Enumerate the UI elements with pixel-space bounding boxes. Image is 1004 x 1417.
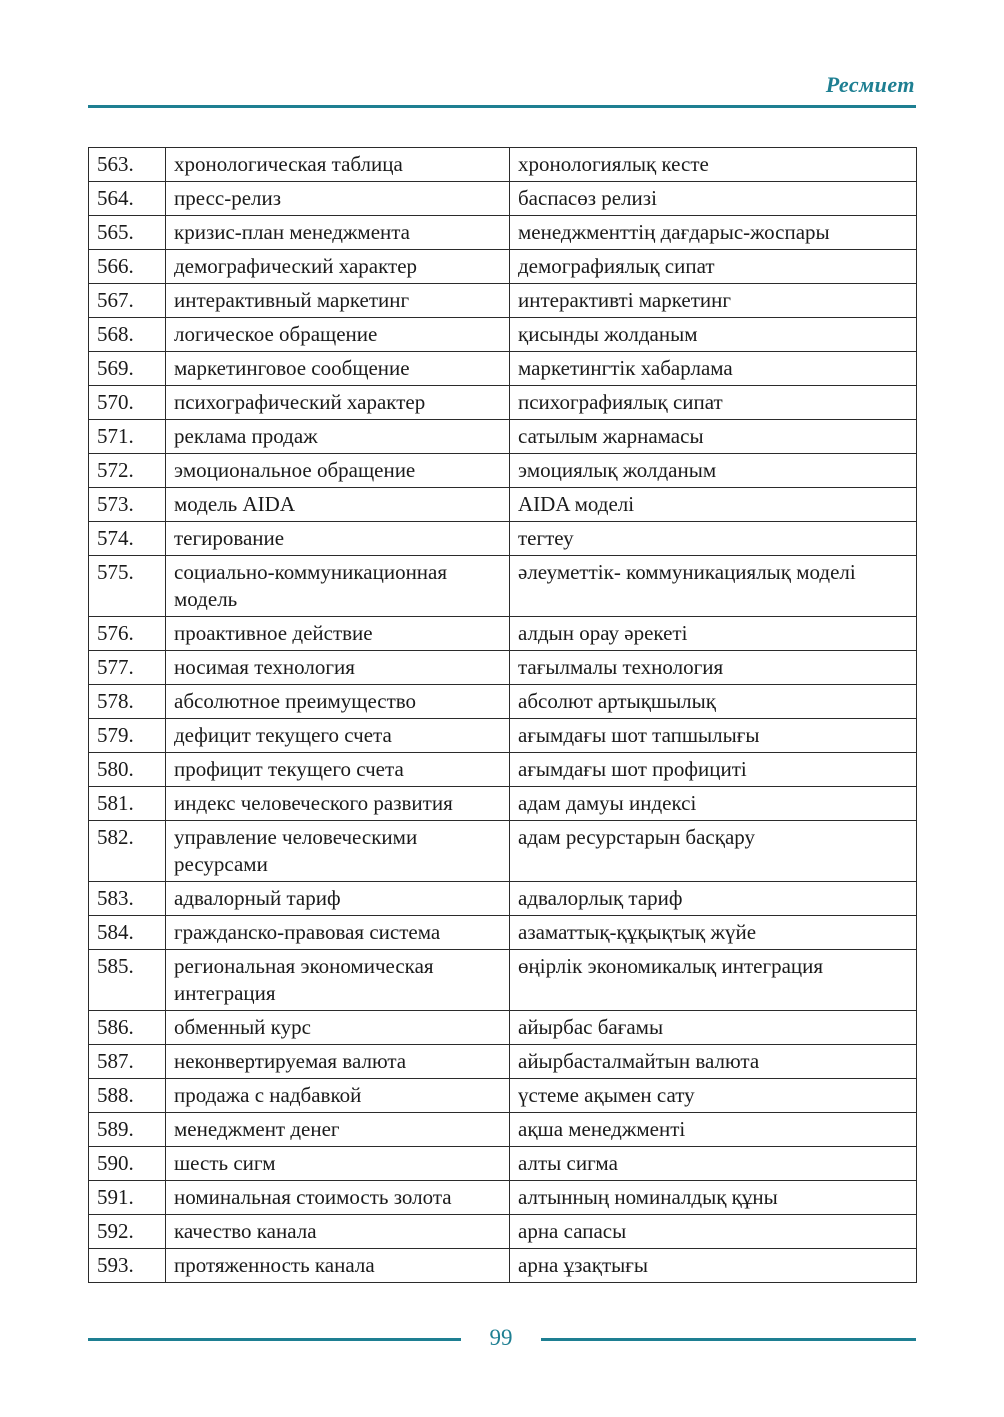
entry-number: 578.	[89, 685, 166, 719]
term-kazakh: азаматтық-құқықтық жүйе	[510, 916, 917, 950]
term-russian: кризис-план менеджмента	[166, 216, 510, 250]
entry-number: 573.	[89, 488, 166, 522]
term-kazakh: алтынның номиналдық құны	[510, 1181, 917, 1215]
entry-number: 566.	[89, 250, 166, 284]
entry-number: 572.	[89, 454, 166, 488]
entry-number: 582.	[89, 821, 166, 882]
term-kazakh: эмоциялық жолданым	[510, 454, 917, 488]
entry-number: 585.	[89, 950, 166, 1011]
term-kazakh: адам ресурстарын басқару	[510, 821, 917, 882]
table-row	[89, 284, 917, 318]
header-divider	[88, 105, 916, 108]
term-kazakh: айырбасталмайтын валюта	[510, 1045, 917, 1079]
term-kazakh: демографиялық сипат	[510, 250, 917, 284]
table-row	[89, 787, 917, 821]
footer-divider-right	[541, 1338, 916, 1341]
term-russian: тегирование	[166, 522, 510, 556]
entry-number: 592.	[89, 1215, 166, 1249]
entry-number: 580.	[89, 753, 166, 787]
term-russian: гражданско-правовая система	[166, 916, 510, 950]
glossary-table-body	[89, 148, 917, 1283]
table-row	[89, 1215, 917, 1249]
term-russian: индекс человеческого развития	[166, 787, 510, 821]
term-kazakh: айырбас бағамы	[510, 1011, 917, 1045]
entry-number: 571.	[89, 420, 166, 454]
term-kazakh: маркетингтік хабарлама	[510, 352, 917, 386]
table-row	[89, 182, 917, 216]
term-russian: управление человеческими ресурсами	[166, 821, 510, 882]
entry-number: 576.	[89, 617, 166, 651]
term-kazakh: абсолют артықшылық	[510, 685, 917, 719]
term-kazakh: интерактивті маркетинг	[510, 284, 917, 318]
table-row	[89, 1045, 917, 1079]
term-kazakh: адвалорлық тариф	[510, 882, 917, 916]
entry-number: 563.	[89, 148, 166, 182]
term-kazakh: қисынды жолданым	[510, 318, 917, 352]
table-row	[89, 556, 917, 617]
term-russian: логическое обращение	[166, 318, 510, 352]
term-kazakh: ақша менеджменті	[510, 1113, 917, 1147]
table-row	[89, 522, 917, 556]
term-russian: пресс-релиз	[166, 182, 510, 216]
term-russian: проактивное действие	[166, 617, 510, 651]
table-row	[89, 685, 917, 719]
entry-number: 586.	[89, 1011, 166, 1045]
table-row	[89, 1113, 917, 1147]
table-row	[89, 1079, 917, 1113]
entry-number: 579.	[89, 719, 166, 753]
term-kazakh: AIDA моделі	[510, 488, 917, 522]
entry-number: 574.	[89, 522, 166, 556]
glossary-table	[88, 147, 917, 1283]
entry-number: 577.	[89, 651, 166, 685]
table-row	[89, 1011, 917, 1045]
table-row	[89, 454, 917, 488]
entry-number: 567.	[89, 284, 166, 318]
term-kazakh: сатылым жарнамасы	[510, 420, 917, 454]
term-kazakh: алты сигма	[510, 1147, 917, 1181]
entry-number: 589.	[89, 1113, 166, 1147]
term-russian: дефицит текущего счета	[166, 719, 510, 753]
term-russian: абсолютное преимущество	[166, 685, 510, 719]
term-kazakh: тегтеу	[510, 522, 917, 556]
entry-number: 581.	[89, 787, 166, 821]
term-russian: качество канала	[166, 1215, 510, 1249]
term-russian: неконвертируемая валюта	[166, 1045, 510, 1079]
term-russian: реклама продаж	[166, 420, 510, 454]
entry-number: 568.	[89, 318, 166, 352]
term-kazakh: үстеме ақымен сату	[510, 1079, 917, 1113]
term-russian: демографический характер	[166, 250, 510, 284]
entry-number: 570.	[89, 386, 166, 420]
table-row	[89, 753, 917, 787]
entry-number: 565.	[89, 216, 166, 250]
table-row	[89, 821, 917, 882]
term-russian: носимая технология	[166, 651, 510, 685]
table-row	[89, 651, 917, 685]
entry-number: 590.	[89, 1147, 166, 1181]
table-row	[89, 352, 917, 386]
term-kazakh: адам дамуы индексі	[510, 787, 917, 821]
term-russian: социально-коммуникационная модель	[166, 556, 510, 617]
table-row	[89, 420, 917, 454]
entry-number: 583.	[89, 882, 166, 916]
table-row	[89, 250, 917, 284]
entry-number: 564.	[89, 182, 166, 216]
entry-number: 587.	[89, 1045, 166, 1079]
term-kazakh: психографиялық сипат	[510, 386, 917, 420]
term-russian: интерактивный маркетинг	[166, 284, 510, 318]
entry-number: 569.	[89, 352, 166, 386]
term-russian: протяженность канала	[166, 1249, 510, 1283]
term-kazakh: хронологиялық кесте	[510, 148, 917, 182]
term-russian: шесть сигм	[166, 1147, 510, 1181]
entry-number: 591.	[89, 1181, 166, 1215]
term-kazakh: алдын орау әрекеті	[510, 617, 917, 651]
table-row	[89, 148, 917, 182]
table-row	[89, 882, 917, 916]
term-russian: адвалорный тариф	[166, 882, 510, 916]
entry-number: 584.	[89, 916, 166, 950]
term-russian: продажа с надбавкой	[166, 1079, 510, 1113]
term-russian: обменный курс	[166, 1011, 510, 1045]
term-russian: менеджмент денег	[166, 1113, 510, 1147]
entry-number: 588.	[89, 1079, 166, 1113]
table-row	[89, 950, 917, 1011]
term-kazakh: арна ұзақтығы	[510, 1249, 917, 1283]
term-russian: эмоциональное обращение	[166, 454, 510, 488]
table-row	[89, 488, 917, 522]
table-row	[89, 1181, 917, 1215]
term-russian: маркетинговое сообщение	[166, 352, 510, 386]
term-kazakh: баспасөз релизі	[510, 182, 917, 216]
term-kazakh: ағымдағы шот профициті	[510, 753, 917, 787]
entry-number: 593.	[89, 1249, 166, 1283]
term-russian: региональная экономическая интеграция	[166, 950, 510, 1011]
table-row	[89, 318, 917, 352]
table-row	[89, 916, 917, 950]
term-russian: профицит текущего счета	[166, 753, 510, 787]
term-kazakh: ағымдағы шот тапшылығы	[510, 719, 917, 753]
table-row	[89, 216, 917, 250]
section-title: Ресмиет	[825, 72, 915, 97]
entry-number: 575.	[89, 556, 166, 617]
table-row	[89, 1147, 917, 1181]
term-kazakh: тағылмалы технология	[510, 651, 917, 685]
table-row	[89, 1249, 917, 1283]
term-russian: психографический характер	[166, 386, 510, 420]
table-row	[89, 386, 917, 420]
term-kazakh: өңірлік экономикалық интеграция	[510, 950, 917, 1011]
term-russian: хронологическая таблица	[166, 148, 510, 182]
table-row	[89, 719, 917, 753]
footer-divider-left	[88, 1338, 461, 1341]
table-row	[89, 617, 917, 651]
term-russian: модель AIDA	[166, 488, 510, 522]
term-kazakh: арна сапасы	[510, 1215, 917, 1249]
term-kazakh: менеджменттің дағдарыс-жоспары	[510, 216, 917, 250]
term-russian: номинальная стоимость золота	[166, 1181, 510, 1215]
page-number: 99	[489, 1325, 513, 1350]
term-kazakh: әлеуметтік- коммуникациялық моделі	[510, 556, 917, 617]
